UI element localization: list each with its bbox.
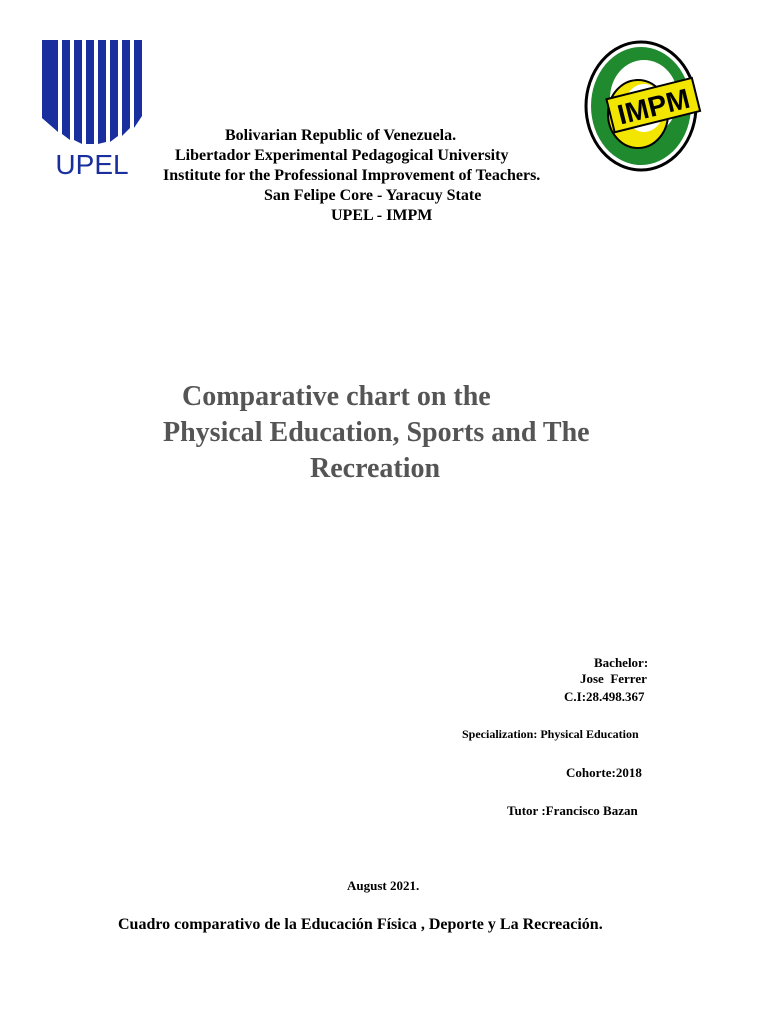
title-line-2: Physical Education, Sports and The	[163, 417, 590, 448]
upel-logo	[40, 40, 144, 180]
author-cohort: Cohorte:2018	[566, 765, 642, 780]
header-acronym: UPEL - IMPM	[331, 207, 433, 224]
header-country: Bolivarian Republic of Venezuela.	[225, 127, 457, 144]
upel-logo-stripes	[42, 40, 142, 144]
document-date: August 2021.	[347, 878, 420, 893]
header-core: San Felipe Core - Yaracuy State	[264, 187, 482, 204]
impm-logo-text: IMPM	[614, 82, 693, 131]
author-ci: C.I:28.498.367	[564, 689, 645, 704]
impm-logo	[584, 38, 702, 174]
author-degree: Bachelor:	[594, 655, 649, 670]
title-line-3: Recreation	[310, 453, 441, 484]
spanish-title: Cuadro comparativo de la Educación Física , Deporte y La Recreación.	[118, 916, 603, 933]
header-institute: Institute for the Professional Improvement of Teachers.	[163, 167, 541, 184]
author-name: Jose Ferrer	[580, 671, 647, 686]
header-university: Libertador Experimental Pedagogical University	[175, 147, 509, 164]
author-tutor: Tutor :Francisco Bazan	[507, 803, 638, 818]
title-line-1: Comparative chart on the	[182, 381, 491, 412]
upel-logo-text: UPEL	[55, 149, 129, 180]
author-specialization: Specialization: Physical Education	[462, 727, 639, 741]
